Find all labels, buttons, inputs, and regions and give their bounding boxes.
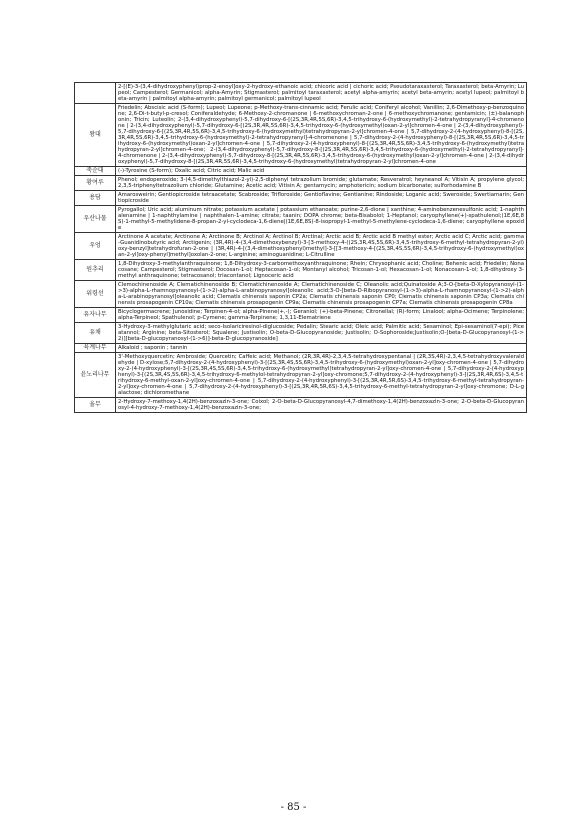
table-body [75, 83, 527, 413]
table-row [75, 323, 527, 344]
table-row [75, 167, 527, 176]
plant-name-cell: 윤노리나무 [75, 353, 116, 398]
plant-name-cell [75, 83, 116, 104]
compound-list-cell: Friedelin; Abscisic acid (S-form); Lupeol; Lupeone; p-Methoxy-trans-cinnamic acid; Ferulic acid; Coniferyl alcohol; Vanillin; 2,6-Dimethoxy-p-benzoquinone; 2,6-Di-t-butyl-p-cresol; Coniferaldehyde; 6-Methoxy-2-chromanone | 6-methoxychroman-2-one | 6-methoxychromanone; gentamicin; (±)-balanophonin; Tricin; Luteolin; 2-(3,4-dihydroxyphenyl)-5,7-dihydroxy-6-[(2S,3R,4R,5S,6R)-3,4,5-trihydroxy-6-(hydroxymethyl)-2-tetrahydropyranyl]-4-chromenone | 2-(3,4-dihydroxyphenyl)-5,7-dihydroxy-6-[(2S,3R,4R,5S,6R)-3,4,5-trihydroxy-6-(hydroxymethyl)oxan-2-yl]chromen-4-one | 2-(3,4-dihydroxyphenyl)-5,7-dihydroxy-6-[(2S,3R,4R,5S,6R)-3,4,5-trihydroxy-6-(hydroxymethyl)tetrahydropyran-2-yl]chromen-4-one | 5,7-dihydroxy-2-(4-hydroxyphenyl)-8-[(2S,3R,4R,5S,6R)-3,4,5-trihydroxy-6-(hydroxymethyl)-2-tetrahydropyranyl]-4-chromenone | 5,7-dihydroxy-2-(4-hydroxyphenyl)-8-[(2S,3R,4R,5S,6R)-3,4,5-trihydroxy-6-(hydroxymethyl)oxan-2-yl]chromen-4-one | 5,7-dihydroxy-2-(4-hydroxyphenyl)-8-[(2S,3R,4R,5S,6R)-3,4,5-trihydroxy-6-(hydroxymethyl)tetrahydropyran-2-yl]chromen-4-one; 2-(3,4-dihydroxyphenyl)-5,7-dihydroxy-8-[(2S,3R,4R,5S,6R)-3,4,5-trihydroxy-6-(hydroxymethyl)-2-tetrahydropyranyl]-4-chromenone | 2-(3,4-dihydroxyphenyl)-5,7-dihydroxy-8-[(2S,3R,4R,5S,6R)-3,4,5-trihydroxy-6-(hydroxymethyl)oxan-2-yl]chromen-4-one | 2-(3,4-dihydroxyphenyl)-5,7-dihydroxy-8-[(2S,3R,4R,5S,6R)-3,4,5-trihydroxy-6-(hydroxymethyl)tetrahydropyran-2-yl]chromen-4-one [116, 104, 527, 167]
table-row [75, 206, 527, 233]
plant-name-cell: 우산나물 [75, 206, 116, 233]
compound-list-cell: 3-Hydroxy-3-methylglutaric acid; seco-Isolariciresinol-diglucoside; Pedalin; Stearic acid; Oleic acid; Palmitic acid; Sesaminol; Epi-sesaminol(7-epi); Piceatannol; Arginine; beta-Sitosterol; Squalene; Justisolin; O-beta-D-Glucopyranoside; Justisolin; O-Sophoroside;Justisolin;O-[beta-D-Glucopyranosyl-(1->2)][beta-D-glucopyranosyl-(1->6)]-beta-D-glucopyranoside] [116, 323, 527, 344]
plant-name-cell: 왕대 [75, 104, 116, 167]
table-row [75, 260, 527, 281]
compound-list-cell: 2-Hydroxy-7-methoxy-1,4(2H)-benzoxazin-3-one; Coixol; 2-O-beta-D-Glucopyranosyl-4,7-dimethoxy-1,4(2H)-benzoxazin-3-one; 2-O-beta-D-Glucopyranosyl-4-hydroxy-7-methoxy-1,4(2H)-benzoxazin-3-one; [116, 398, 527, 413]
compound-list-cell: Alkaloid ; saponin ; tannin [116, 344, 527, 353]
plant-name-cell: 황여루 [75, 176, 116, 191]
plant-name-cell: 율무 [75, 398, 116, 413]
table-row [75, 191, 527, 206]
plant-name-cell: 원추리 [75, 260, 116, 281]
compound-list-cell: Phenol; endoperoxide; 3-(4,5-dimethylthiazol-2-yl)-2,5-diphenyl tetrazolium bromide; glutamate; Resveratrol; heyneanol A; Vitisin A; propylene glycol; 2,3,5-triphenyltetrazolium chloride; Glutamine; Acetic acid; Vitisin A; gentamycin; amphotericin; sodium bicarbonate; sulforhodamine B [116, 176, 527, 191]
table-row [75, 281, 527, 308]
plant-name-cell: 용담 [75, 191, 116, 206]
table-row [75, 353, 527, 398]
plant-name-cell: 죽순대 [75, 167, 116, 176]
table-row [75, 308, 527, 323]
page-number: - 85 - [280, 802, 307, 813]
compound-list-cell: 3'-Methoxyquercetin; Ambroside; Quercetin; Caffeic acid; Methanol; (2R,3R,4R)-2,3,4,5-tetrahydroxypentanal | (2R,3S,4R)-2,3,4,5-tetrahydroxyvaleraldehyde | D-xylose;5,7-dihydroxy-2-(4-hydroxyphenyl)-3-[(2S,3R,4S,5S,6R)-3,4,5-trihydroxy-6-(hydroxymethyl)oxan-2-yl]oxy-chromen-4-one | 5,7-dihydroxy-2-(4-hydroxyphenyl)-3-[(2S,3R,4S,5S,6R)-3,4,5-trihydroxy-6-(hydroxymethyl)tetrahydropyran-2-yl]oxy-chromen-4-one | 5,7-dihydroxy-2-(4-hydroxyphenyl)-3-[(2S,3R,4S,5S,6R)-3,4,5-trihydroxy-6-methylol-tetrahydropyran-2-yl]oxy-chromone;5,7-dihydroxy-2-(4-hydroxyphenyl)-3-[(2S,3R,4R,6S)-3,4,5-trihydroxy-6-methyl-oxan-2-yl]oxy-chromen-4-one | 5,7-dihydroxy-2-(4-hydroxyphenyl)-3-[(2S,3R,4R,5R,6S)-3,4,5-trihydroxy-6-methyl-tetrahydropyran-2-yl]oxy-chromen-4-one | 5,7-dihydroxy-2-(4-hydroxyphenyl)-3-[(2S,3R,4R,5R,6S)-3,4,5-trihydroxy-6-methyl-tetrahydropyran-2-yl]oxy-chromone; D-L-galactose; dichloromethane [116, 353, 527, 398]
plant-name-cell: 우엉 [75, 233, 116, 260]
compound-list-cell: Arctinone A acetate; Arctinone A; Arctinone B; Arctinol A; Arctinol B; Arctinal; Arctic acid B; Arctic acid B methyl ester; Arctic acid C; Arctic acid; gamma-Guanidinobutyric acid; Arctigenin; (3R,4R)-4-(3,4-dimethoxybenzyl)-3-[3-methoxy-4-((2S,3R,4S,5S,6R)-3,4,5-trihydroxy-6-methyl-tetrahydropyran-2-yl)oxy-benzyl]tetrahydrofuran-2-one | (3R,4R)-4-[(3,4-dimethoxyphenyl)methyl]-3-[[3-methoxy-4-[(2S,3R,4S,5S,6R)-3,4,5-trihydroxy-6-(hydroxymethyl)oxan-2-yl]oxy-phenyl]methyl]oxolan-2-one; L-arginine; aminoguanidine; L-Citrulline [116, 233, 527, 260]
compound-table [74, 82, 527, 413]
table-row [75, 398, 527, 413]
compound-list-cell: Amarosweirin; Gentiopicroside tetraacetate; Scabroside; Trifloroside; Gentioflavine; Gentianine; Rindoside; Loganic acid; Sweroside; Swertiamarin; Gentiopicroside [116, 191, 527, 206]
plant-name-cell: 육계나무 [75, 344, 116, 353]
table-row [75, 83, 527, 104]
compound-list-cell: 1,8-Dihydroxy-3-methylanthraquinone; 1,8-Dihydroxy-3-carbomethoxyanthraquinone; Rhein; Chrysophanic acid; Choline; Behenic acid; Friedelin; Nonacosane; Campesterol; Stigmasterol; Docosan-1-ol; Heptacosan-1-ol; Montanyl alcohol; Tricosan-1-ol; Hexacosan-1-ol; Nonacosan-1-ol; 1,8-dihydroxy 3-methyl anthraquinone; tetracosanol; triacontanol; Lignoceric acid [116, 260, 527, 281]
compound-list-cell: Pyrogallol; Uric acid; aluminum nitrate; potassium acetate | potassium ethanoate; purine-2,6-dione | xanthine; 4-aminobenzenesulfonic acid; 1-naphthalenamine | 1-naphthylamine | naphthalen-1-amine; citrate; taanin; DOPA chrome; beta-Bisabolol; 1-Heptanol; caryophyllene(+)-spathulenol;(1E,6E,8S)-1-methyl-5-methylidene-8-propan-2-yl-cyclodeca-1,6-diene|(1E,6E,8S)-8-isopropyl-1-methyl-5-methylene-cyclodeca-1,6-diene; caryophyllene epoxide [116, 206, 527, 233]
plant-name-cell: 유채 [75, 323, 116, 344]
compound-list-cell: Clemochinenoside A; Clematichinenoside B; Clematichinenoside A; Clematichinenoside C; Oleanolic acid;Quinatoside A;3-O-[beta-D-Xylopyranosyl-(1->3)-alpha-L-rhamnopyranosyl-(1->2)-alpha-L-arabinopyranosyl]oleanolic acid;3-O-[beta-D-Ribopyranosyl-(1->3)-alpha-L-rhamnopyranosyl-(1->2)-alpha-L-arabinopyranosyl]oleanolic acid; Clematis chinensis saponin CP2a; Clematis chinensis saponin CP0; Clematis chinensis saponin CP3a; Clematis chinensis prosapogenin CP10a; Clematis chinensis prosapogenin CP9a; Clematis chinensis prosapogenin CP7a; Clematis chinensis prosapogenin CP8a [116, 281, 527, 308]
plant-name-cell: 유자나무 [75, 308, 116, 323]
table-row [75, 344, 527, 353]
compound-list-cell: Bicyclogermacrene; Junosidine; Terpinen-4-ol; alpha-Pinene(+,-); Geraniol; (+)-beta-Pinene; Citronellal; (R)-form; Linalool; alpha-Ocimene; Terpinolene; alpha-Terpineol; Spathulenol; p-Cymene; gamma-Terpinene; 1,3,11-Elematriene [116, 308, 527, 323]
plant-name-cell: 위령선 [75, 281, 116, 308]
compound-list-cell: (-)-Tyrosine (S-form); Oxalic acid; Citric acid; Malic acid [116, 167, 527, 176]
table-row [75, 104, 527, 167]
table-row [75, 233, 527, 260]
compound-list-cell: 2-[(E)-3-(3,4-dihydroxyphenyl)prop-2-enoyl]oxy-2-hydroxy-ethanoic acid; chicoric acid | cichoric acid; Pseudotaraxasterol; Taraxasterol; beta-Amyrin; Lupeol; Campesterol; Germanicol; alpha-Amyrin; Stigmasterol; palmitoyl taraxasterol; acetyl alpha-amyrin; acetyl beta-amyrin; acetyl lupeol; palmitoyl beta-amyrin | palmitoyl alpha-amyrin; palmitoyl germanicol; palmitoyl lupeol [116, 83, 527, 104]
table-row [75, 176, 527, 191]
